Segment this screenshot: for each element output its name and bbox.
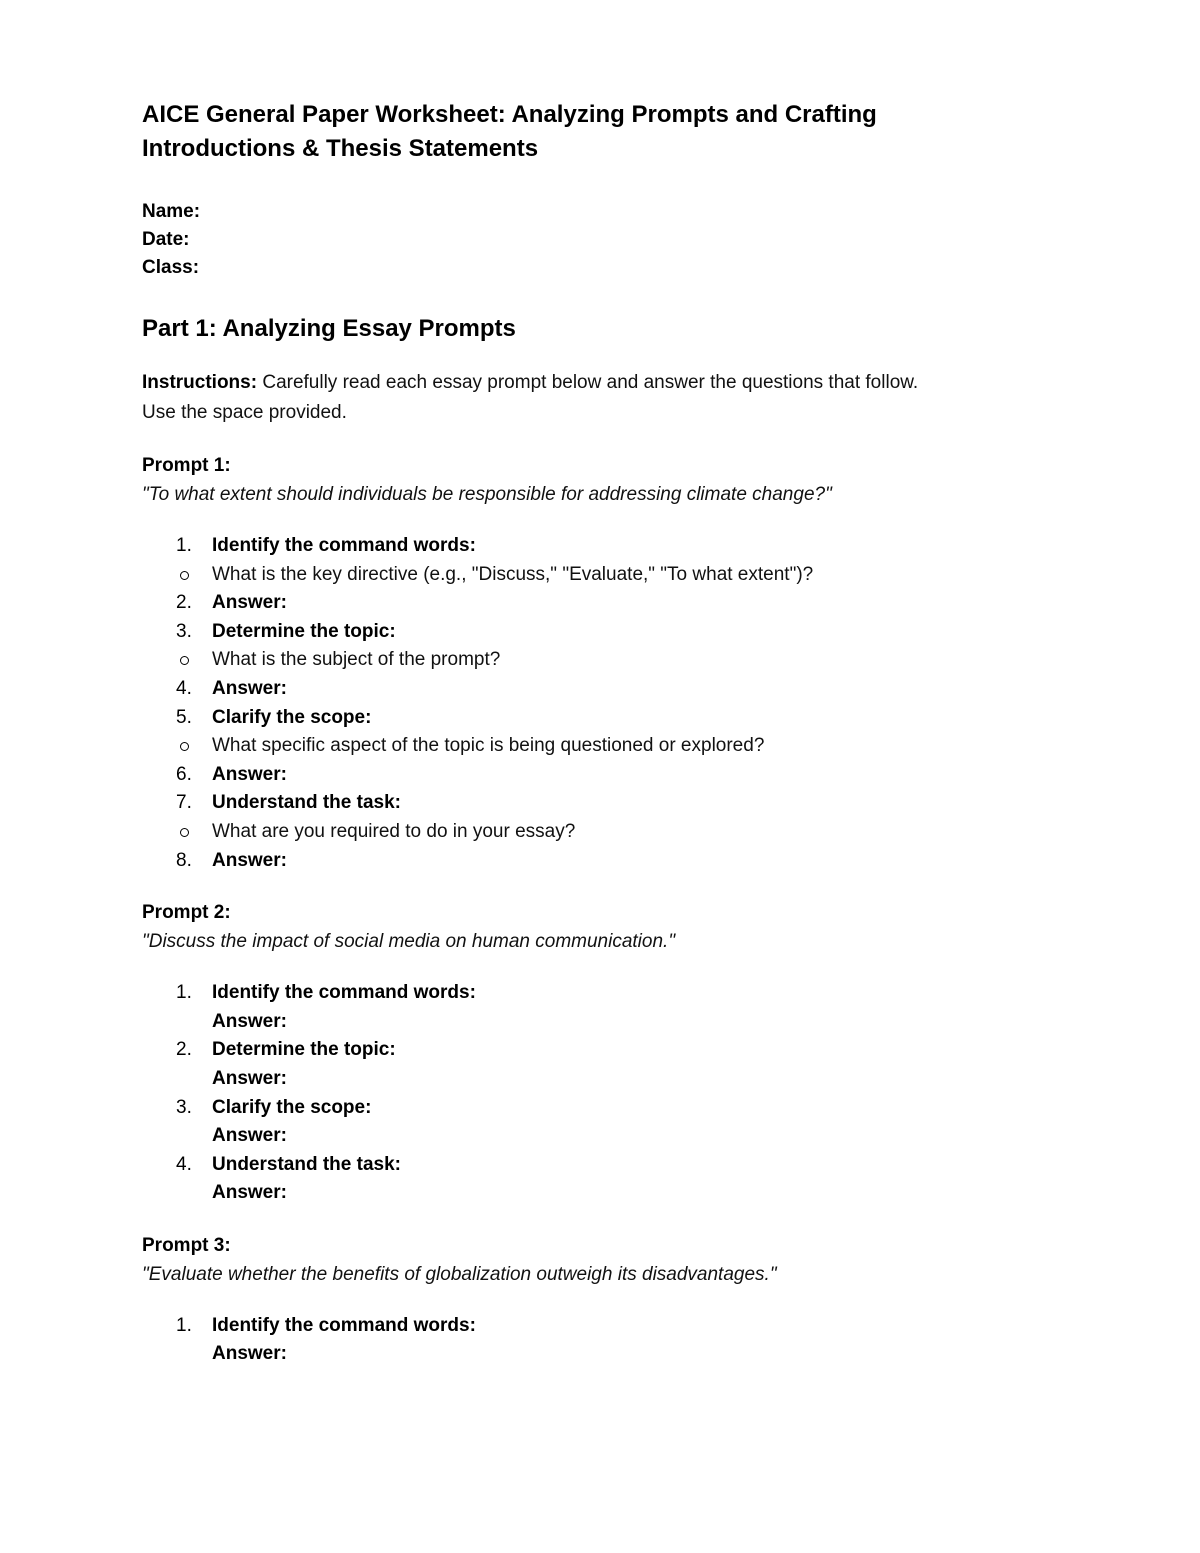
item-number: 3. <box>176 620 192 642</box>
sub-question <box>142 732 1080 761</box>
answer-label: Answer: <box>212 1343 287 1365</box>
prompt3-steps <box>142 1312 1080 1369</box>
prompt2-steps <box>142 979 1080 1208</box>
sub-question <box>142 561 1080 590</box>
sub-question-text: What is the key directive (e.g., "Discuss," "Evaluate," "To what extent")? <box>212 563 814 585</box>
list-item <box>142 789 1080 818</box>
prompt2-label: Prompt 2: <box>142 902 231 924</box>
list-item <box>142 589 1080 618</box>
sub-question-text: What is the subject of the prompt? <box>212 649 501 671</box>
student-info <box>142 198 1080 282</box>
document-title <box>142 98 1080 166</box>
answer-label: Answer: <box>212 1182 287 1204</box>
item-label: Answer: <box>212 849 287 871</box>
item-number: 4. <box>176 1153 192 1175</box>
prompt1-steps <box>142 532 1080 875</box>
item-label: Clarify the scope: <box>212 1096 372 1118</box>
item-number: 8. <box>176 849 192 871</box>
item-number: 1. <box>176 1314 192 1336</box>
item-number: 2. <box>176 592 192 614</box>
circle-bullet-icon <box>180 656 189 665</box>
instructions <box>142 368 1080 428</box>
instructions-text-2: Use the space provided. <box>142 402 347 423</box>
list-item <box>142 1094 1080 1151</box>
instructions-label: Instructions: <box>142 372 258 393</box>
prompt1-label: Prompt 1: <box>142 455 231 476</box>
item-label: Identify the command words: <box>212 982 476 1004</box>
item-label: Determine the topic: <box>212 1039 396 1061</box>
part1-heading: Part 1: Analyzing Essay Prompts <box>142 315 516 342</box>
item-label: Understand the task: <box>212 1153 401 1175</box>
sub-question-text: What specific aspect of the topic is being questioned or explored? <box>212 735 765 757</box>
item-label: Understand the task: <box>212 792 401 814</box>
answer-label: Answer: <box>212 1067 287 1089</box>
list-item <box>142 979 1080 1036</box>
item-label: Answer: <box>212 763 287 785</box>
list-item <box>142 532 1080 561</box>
item-number: 1. <box>176 982 192 1004</box>
class-field-label: Class: <box>142 257 200 278</box>
sub-question <box>142 818 1080 847</box>
instructions-text: Carefully read each essay prompt below and answer the questions that follow. <box>257 372 919 393</box>
prompt3-label: Prompt 3: <box>142 1234 231 1256</box>
answer-label: Answer: <box>212 1125 287 1147</box>
item-number: 3. <box>176 1096 192 1118</box>
item-number: 7. <box>176 792 192 814</box>
item-number: 2. <box>176 1039 192 1061</box>
prompt2-text: "Discuss the impact of social media on human communication." <box>142 931 676 953</box>
item-label: Clarify the scope: <box>212 706 372 728</box>
list-item <box>142 1151 1080 1208</box>
answer-label: Answer: <box>212 1010 287 1032</box>
circle-bullet-icon <box>180 828 189 837</box>
title-line-2: Introductions & Thesis Statements <box>142 135 539 162</box>
list-item <box>142 704 1080 733</box>
list-item <box>142 675 1080 704</box>
circle-bullet-icon <box>180 742 189 751</box>
item-label: Answer: <box>212 677 287 699</box>
list-item <box>142 1312 1080 1369</box>
list-item <box>142 847 1080 876</box>
item-label: Identify the command words: <box>212 535 476 556</box>
circle-bullet-icon <box>180 571 189 580</box>
sub-question <box>142 646 1080 675</box>
list-item <box>142 618 1080 647</box>
item-label: Determine the topic: <box>212 620 396 642</box>
list-item <box>142 761 1080 790</box>
item-number: 4. <box>176 677 192 699</box>
item-number: 1. <box>176 535 192 556</box>
prompt1-text: "To what extent should individuals be responsible for addressing climate change?" <box>142 484 832 505</box>
prompt3-text: "Evaluate whether the benefits of globalization outweigh its disadvantages." <box>142 1263 777 1285</box>
item-label: Identify the command words: <box>212 1314 476 1336</box>
title-line-1: AICE General Paper Worksheet: Analyzing Prompts and Crafting <box>142 101 877 128</box>
item-label: Answer: <box>212 592 287 614</box>
list-item <box>142 1036 1080 1093</box>
item-number: 5. <box>176 706 192 728</box>
name-field-label: Name: <box>142 201 201 222</box>
item-number: 6. <box>176 763 192 785</box>
sub-question-text: What are you required to do in your essay? <box>212 820 576 842</box>
date-field-label: Date: <box>142 229 190 250</box>
